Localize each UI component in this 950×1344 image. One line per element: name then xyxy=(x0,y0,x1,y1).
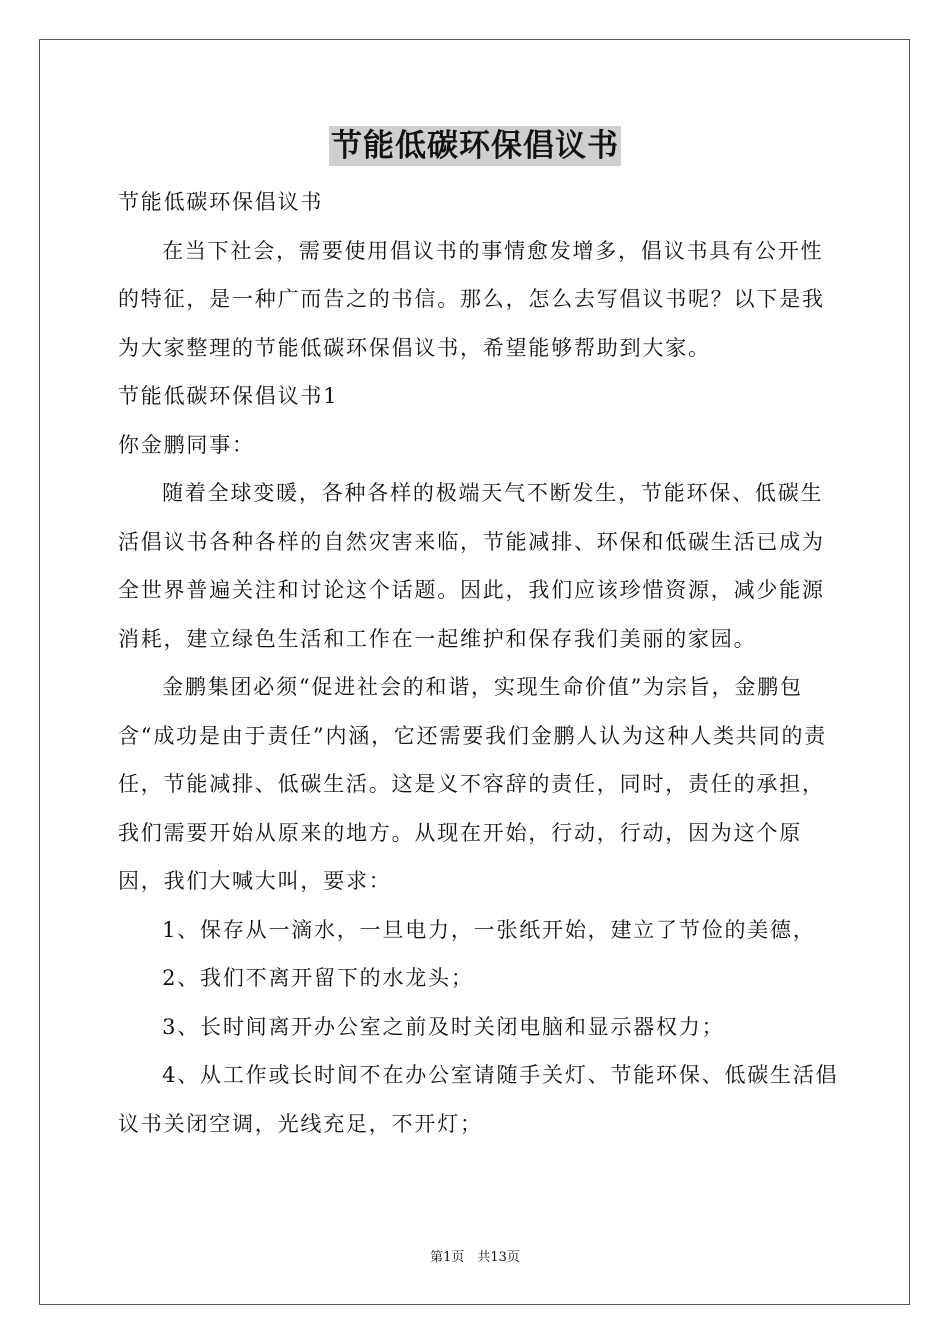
title-container xyxy=(0,126,950,166)
list-item: 2、我们不离开留下的水龙头； xyxy=(162,966,474,990)
paragraph: 节能低碳环保倡议书1 xyxy=(118,384,339,408)
document-title: 节能低碳环保倡议书 xyxy=(331,128,619,164)
paragraph: 你金鹏同事： xyxy=(118,432,255,457)
list-item: 4、从工作或长时间不在办公室请随手关灯、节能环保、低碳生活倡议书关闭空调，光线充足，不开灯； xyxy=(118,1063,839,1136)
document-body xyxy=(118,178,843,1148)
list-item: 3、长时间离开办公室之前及时关闭电脑和显示器权力； xyxy=(162,1014,725,1039)
paragraph: 在当下社会，需要使用倡议书的事情愈发增多，倡议书具有公开性的特征，是一种广而告之的书信。那么，怎么去写倡议书呢？以下是我为大家整理的节能低碳环保倡议书，希望能够帮助到大家。 xyxy=(118,238,825,360)
page-footer: 第1页 共13页 xyxy=(430,1250,520,1265)
list-item: 1、保存从一滴水，一旦电力，一张纸开始，建立了节俭的美德， xyxy=(162,917,816,942)
paragraph: 随着全球变暖，各种各样的极端天气不断发生，节能环保、低碳生活倡议书各种各样的自然灾害来临，节能减排、环保和低碳生活已成为全世界普遍关注和讨论这个话题。因此，我们应该珍惜资源，减少能源消耗，建立绿色生活和工作在一起维护和保存我们美丽的家园。 xyxy=(118,481,825,651)
paragraph: 金鹏集团必须“促进社会的和谐，实现生命价值”为宗旨，金鹏包含“成功是由于责任”内涵，它还需要我们金鹏人认为这种人类共同的责任，节能减排、低碳生活。这是义不容辞的责任，同时，责任的承担，我们需要开始从原来的地方。从现在开始，行动，行动，因为这个原因，我们大喊大叫，要求： xyxy=(118,675,828,893)
paragraph: 节能低碳环保倡议书 xyxy=(118,190,324,214)
